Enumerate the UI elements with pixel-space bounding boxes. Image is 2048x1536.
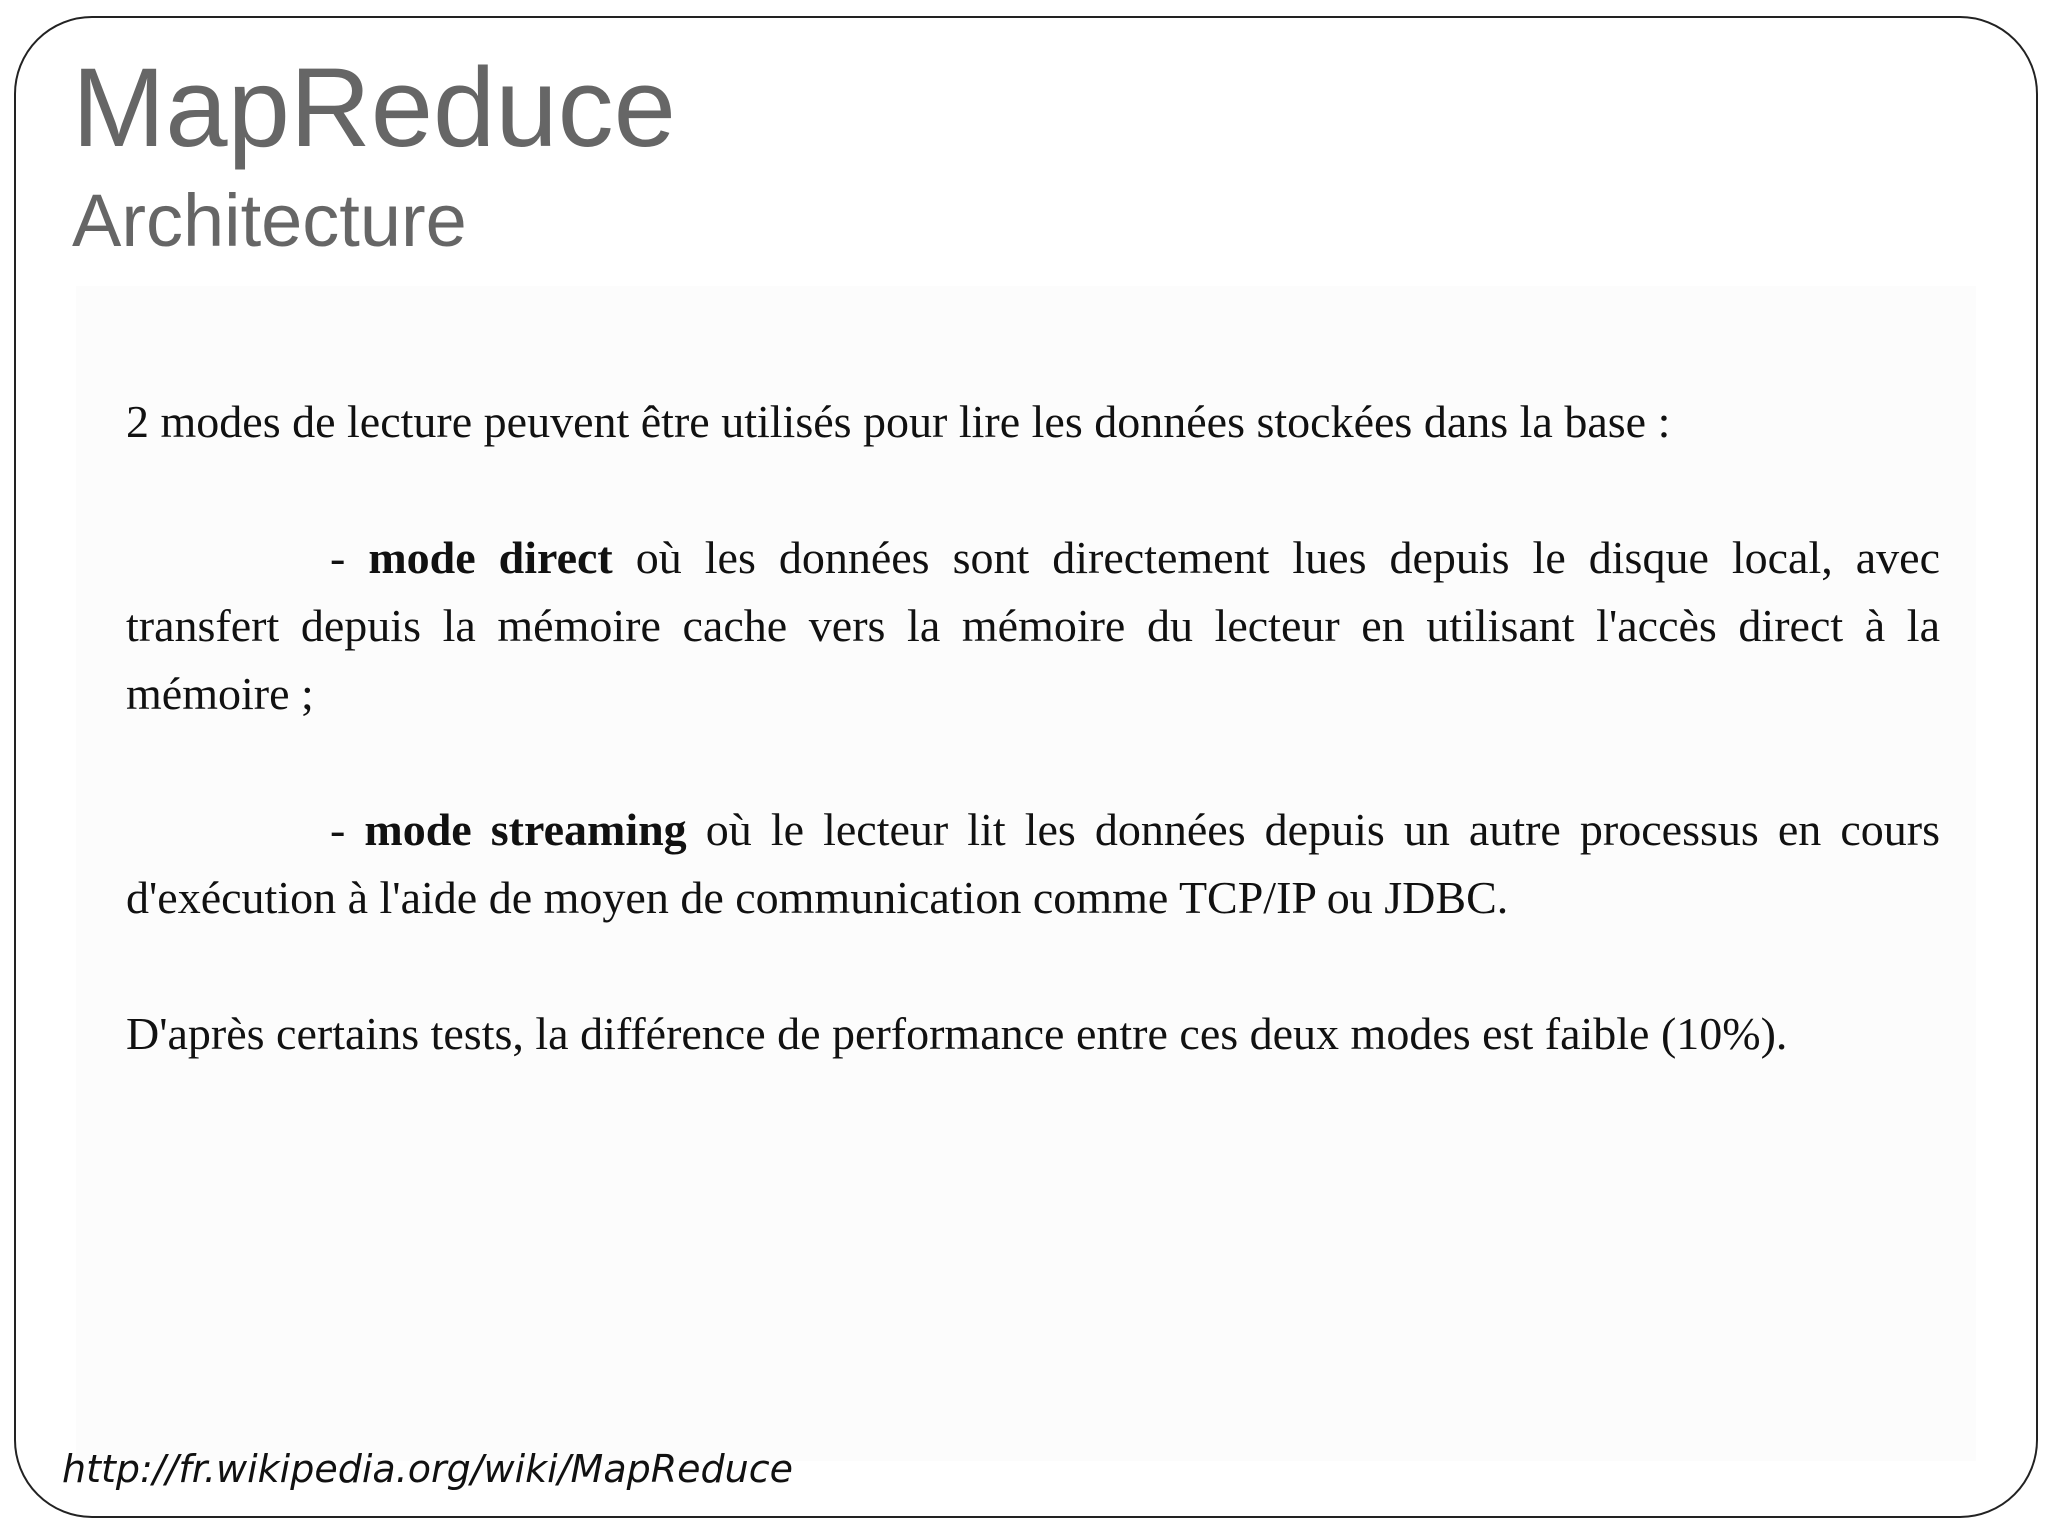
mode-direct-term: mode direct [368,532,613,583]
mode-streaming-dash: - [330,804,365,855]
source-link[interactable]: http://fr.wikipedia.org/wiki/MapReduce [62,1447,793,1491]
mode-direct-description: où les données sont directement lues depuis le disque local, avec transfert depuis la mémoire cache vers la mémoire du lecteur en utilisant l'accès direct à la mémoire ; [126,532,1940,719]
mode-direct-paragraph [126,524,1940,728]
mode-streaming-description: où le lecteur lit les données depuis un autre processus en cours d'exécution à l'aide de moyen de communication comme TCP/IP ou JDBC. [126,804,1940,923]
mode-streaming-paragraph [126,796,1940,932]
intro-paragraph: 2 modes de lecture peuvent être utilisés pour lire les données stockées dans la base : [126,396,1671,447]
slide-body [126,388,1940,1068]
conclusion-paragraph: D'après certains tests, la différence de performance entre ces deux modes est faible (10%). [126,1008,1788,1059]
slide-title: MapReduce [72,45,676,170]
slide-subtitle: Architecture [72,179,467,262]
mode-direct-dash: - [330,532,369,583]
mode-streaming-term: mode streaming [364,804,687,855]
